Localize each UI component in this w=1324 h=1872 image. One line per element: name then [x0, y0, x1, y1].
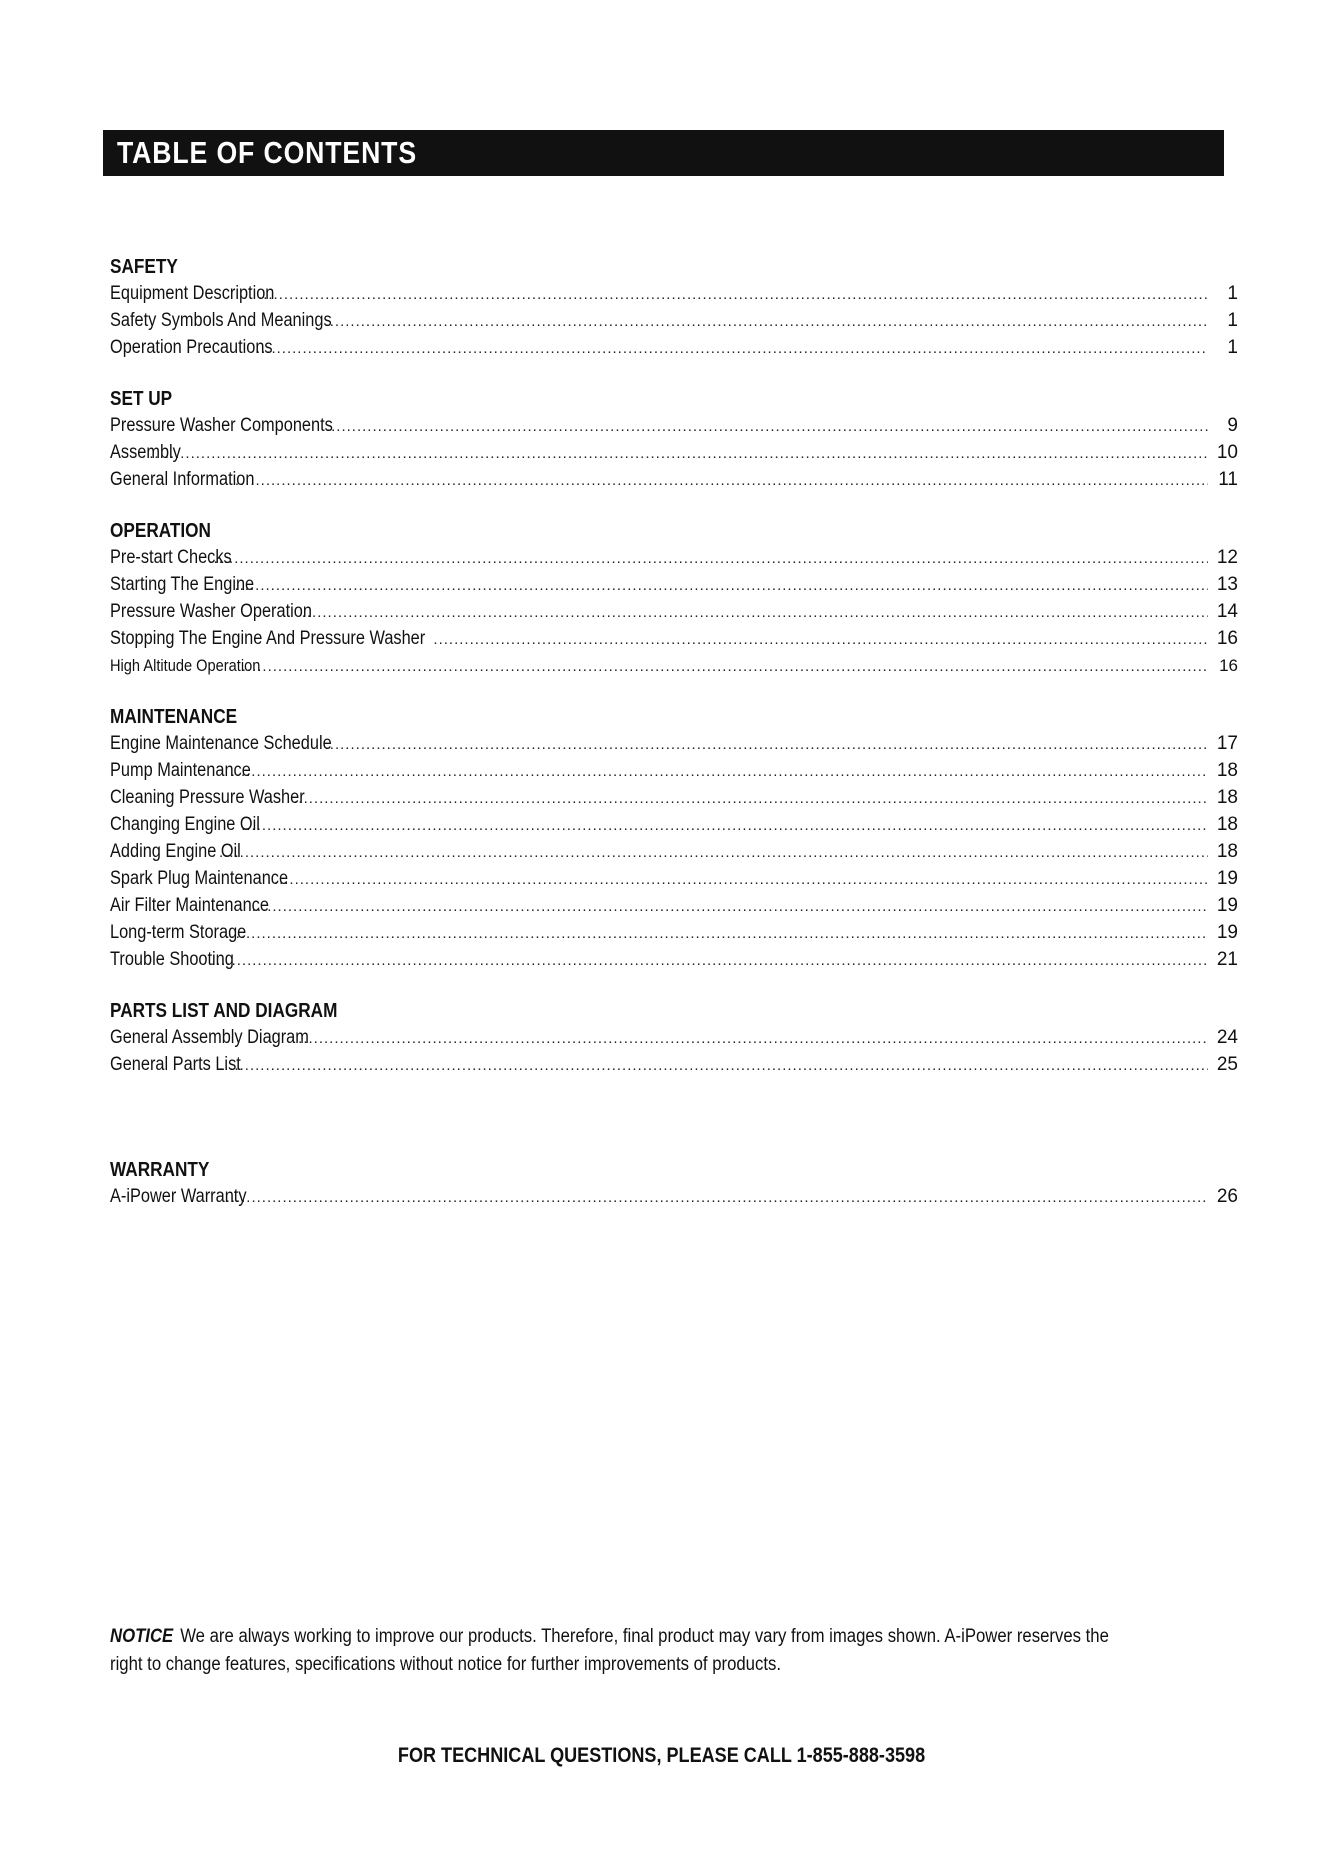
toc-entry-page: 9: [1227, 415, 1238, 436]
dot-leader: [219, 839, 1208, 866]
toc-entry-page: 19: [1216, 922, 1238, 943]
toc-entry-label: Trouble Shooting: [110, 949, 234, 970]
section-set-up: [110, 386, 1238, 493]
toc-entry: [110, 598, 1238, 625]
dot-leader: [252, 893, 1208, 920]
section-warranty: [110, 1157, 1238, 1210]
table-of-contents: [110, 254, 1238, 1210]
toc-entry: [110, 1051, 1238, 1078]
toc-entry: [110, 307, 1238, 334]
dot-leader: [274, 866, 1208, 893]
section-title: WARRANTY: [110, 1159, 210, 1181]
toc-entry-page: 1: [1227, 310, 1238, 331]
dot-leader: [226, 1184, 1208, 1211]
section-title: OPERATION: [110, 520, 211, 542]
toc-entry: [110, 919, 1238, 946]
section-title: MAINTENANCE: [110, 706, 238, 728]
toc-entry-page: 18: [1216, 841, 1238, 862]
toc-entry: [110, 466, 1238, 493]
section-maintenance: [110, 704, 1238, 973]
page-title-bar: [103, 130, 1224, 176]
toc-entry-label: Pressure Washer Operation: [110, 601, 312, 622]
toc-entry-page: 26: [1216, 1186, 1238, 1207]
section-title: SET UP: [110, 388, 173, 410]
toc-entry: [110, 652, 1238, 679]
toc-entry-label: General Information: [110, 469, 255, 490]
toc-entry: [110, 571, 1238, 598]
dot-leader: [219, 1052, 1208, 1079]
toc-entry-page: 25: [1216, 1054, 1238, 1075]
toc-entry-label: A-iPower Warranty: [110, 1186, 247, 1207]
page-title: TABLE OF CONTENTS: [117, 135, 417, 170]
dot-leader: [149, 440, 1208, 467]
dot-leader: [235, 467, 1208, 494]
dot-leader: [325, 308, 1208, 335]
toc-entry-label: Pressure Washer Components: [110, 415, 333, 436]
toc-entry: [110, 757, 1238, 784]
toc-entry-page: 1: [1227, 337, 1238, 358]
toc-entry-page: 14: [1216, 601, 1238, 622]
toc-entry: [110, 946, 1238, 973]
toc-entry-page: 10: [1216, 442, 1238, 463]
toc-entry-page: 17: [1216, 733, 1238, 754]
toc-entry-label: Equipment Description: [110, 283, 275, 304]
toc-entry-label: Safety Symbols And Meanings: [110, 310, 332, 331]
toc-entry-label: Adding Engine Oil: [110, 841, 241, 862]
section-operation: [110, 518, 1238, 679]
toc-entry: [110, 811, 1238, 838]
dot-leader: [208, 545, 1208, 572]
toc-entry-label: Engine Maintenance Schedule: [110, 733, 332, 754]
toc-entry: [110, 1183, 1238, 1210]
toc-entry-page: 16: [1216, 628, 1238, 649]
dot-leader: [298, 1025, 1208, 1052]
toc-entry-page: 12: [1216, 547, 1238, 568]
toc-entry: [110, 334, 1238, 361]
toc-entry: [110, 1024, 1238, 1051]
notice-label: NOTICE: [110, 1626, 174, 1647]
toc-entry-label: Starting The Engine: [110, 574, 255, 595]
dot-leader: [225, 920, 1208, 947]
toc-entry-page: 24: [1216, 1027, 1238, 1048]
notice-paragraph: [110, 1623, 1122, 1679]
toc-entry: [110, 892, 1238, 919]
toc-entry-page: 18: [1216, 787, 1238, 808]
toc-entry-label: Cleaning Pressure Washer: [110, 787, 305, 808]
toc-entry: [110, 730, 1238, 757]
toc-entry-page: 11: [1218, 469, 1238, 490]
dot-leader: [433, 626, 1208, 653]
dot-leader: [302, 599, 1208, 626]
toc-entry-label: Assembly: [110, 442, 181, 463]
toc-entry-page: 19: [1216, 895, 1238, 916]
toc-entry-label: Pre-start Checks: [110, 547, 232, 568]
toc-entry-page: 1: [1227, 283, 1238, 304]
toc-entry: [110, 544, 1238, 571]
footer-text: FOR TECHNICAL QUESTIONS, PLEASE CALL 1-855-888-3598: [398, 1744, 926, 1767]
toc-entry-label: Operation Precautions: [110, 337, 273, 358]
toc-entry-page: 18: [1216, 814, 1238, 835]
dot-leader: [235, 572, 1209, 599]
section-title: PARTS LIST AND DIAGRAM: [110, 1000, 338, 1022]
toc-entry: [110, 412, 1238, 439]
toc-entry: [110, 784, 1238, 811]
toc-entry-label: High Altitude Operation: [110, 656, 261, 675]
dot-leader: [256, 335, 1208, 362]
toc-entry: [110, 865, 1238, 892]
toc-entry: [110, 439, 1238, 466]
toc-entry-page: 16: [1219, 656, 1238, 675]
toc-entry-label: Stopping The Engine And Pressure Washer: [110, 628, 426, 649]
dot-leader: [325, 731, 1208, 758]
dot-leader: [258, 281, 1208, 308]
section-parts-list: [110, 998, 1238, 1078]
toc-entry-page: 19: [1216, 868, 1238, 889]
toc-entry: [110, 280, 1238, 307]
dot-leader: [241, 812, 1208, 839]
toc-entry-label: Changing Engine Oil: [110, 814, 260, 835]
dot-leader: [326, 413, 1208, 440]
toc-entry-label: Spark Plug Maintenance: [110, 868, 289, 889]
dot-leader: [293, 785, 1208, 812]
dot-leader: [231, 758, 1208, 785]
section-title: SAFETY: [110, 256, 178, 278]
toc-entry-label: General Parts List: [110, 1054, 241, 1075]
technical-questions-footer: [0, 1742, 1324, 1770]
notice-text: We are always working to improve our products. Therefore, final product may vary from images shown. A-iPower reserves the right to change features, specifications without notice for further improvements of products.: [110, 1626, 1109, 1675]
toc-entry-label: General Assembly Diagram: [110, 1027, 309, 1048]
toc-entry-label: Air Filter Maintenance: [110, 895, 269, 916]
dot-leader: [242, 653, 1208, 680]
toc-entry-page: 13: [1216, 574, 1238, 595]
toc-entry: [110, 838, 1238, 865]
dot-leader: [211, 947, 1208, 974]
toc-entry-label: Long-term Storage: [110, 922, 247, 943]
toc-entry-page: 21: [1216, 949, 1238, 970]
toc-entry-label: Pump Maintenance: [110, 760, 251, 781]
toc-entry: [110, 625, 1238, 652]
toc-entry-page: 18: [1216, 760, 1238, 781]
section-safety: [110, 254, 1238, 361]
